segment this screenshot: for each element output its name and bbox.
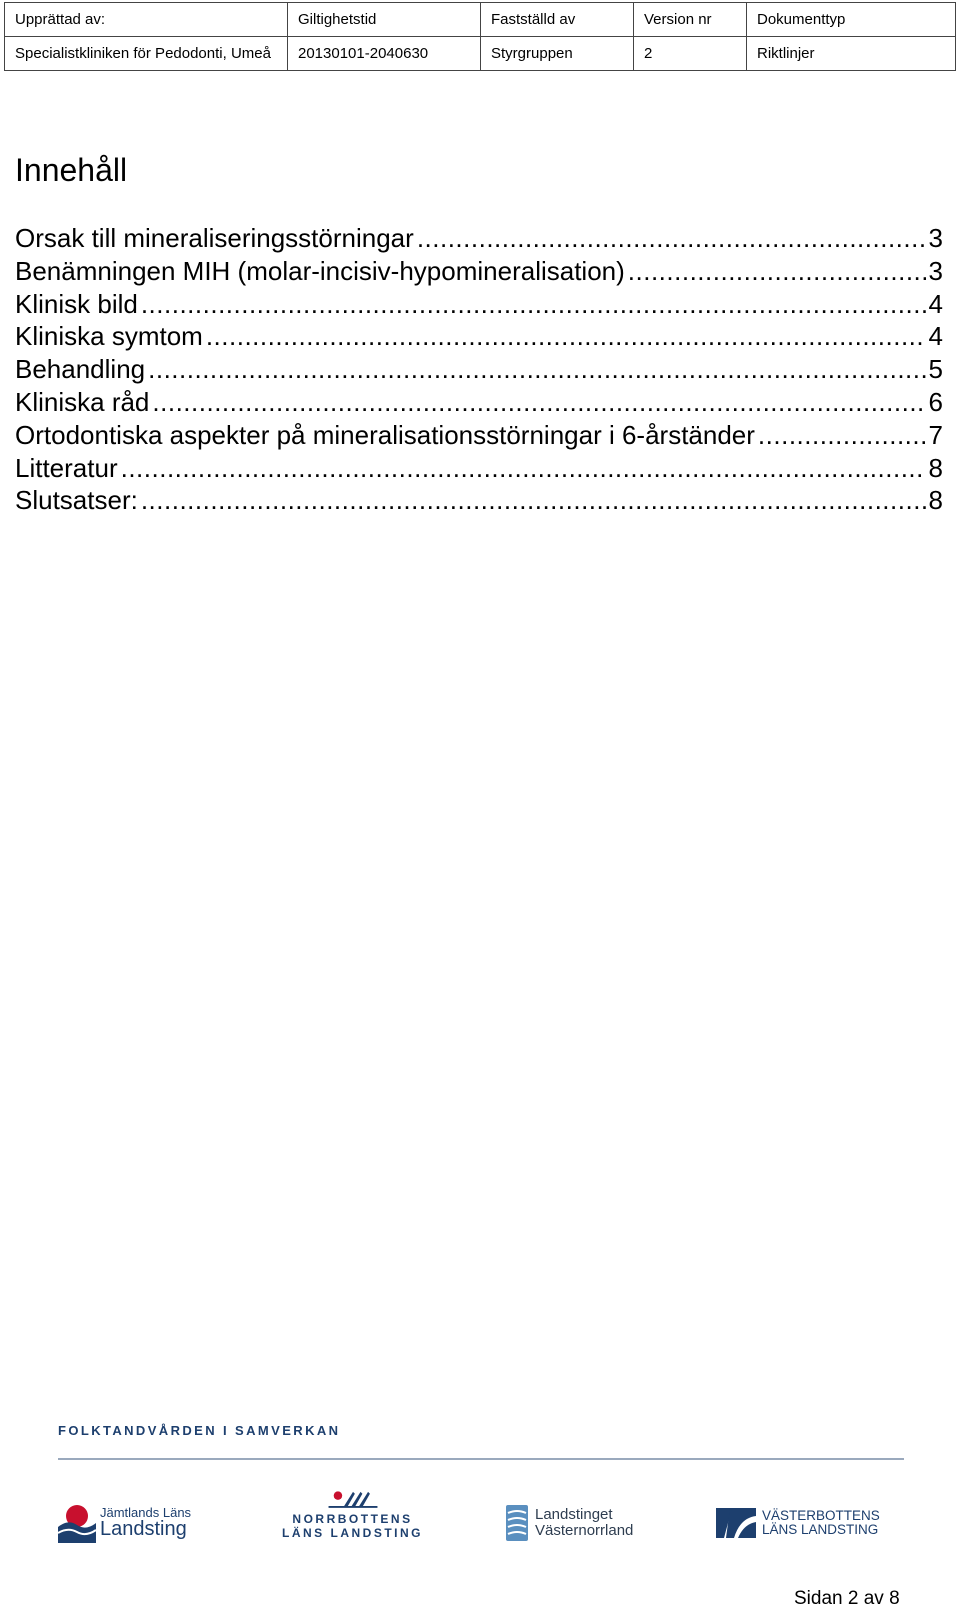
norrbotten-line1: NORRBOTTENS <box>292 1511 413 1526</box>
header-value-row <box>5 37 956 71</box>
norrbotten-emblem-icon <box>325 1490 381 1509</box>
page-number: Sidan 2 av 8 <box>794 1588 900 1609</box>
toc-leader <box>206 320 926 353</box>
vasternorrland-emblem-icon <box>506 1505 528 1541</box>
toc-entry-text[interactable]: Behandling <box>15 354 146 385</box>
logo-jamtland <box>58 1498 191 1548</box>
toc-leader <box>148 353 925 386</box>
toc-leader <box>152 386 925 419</box>
toc-entry-text[interactable]: Kliniska symtom <box>15 321 203 352</box>
toc-entry-text[interactable]: Orsak till mineraliseringsstörningar <box>15 223 414 253</box>
toc-entry-text[interactable]: Slutsatser: <box>15 485 138 516</box>
toc-entry-page[interactable]: 4 <box>928 288 943 319</box>
toc-entry[interactable] <box>15 255 943 288</box>
toc-entry-page[interactable]: 3 <box>928 223 943 253</box>
footer-tagline: FOLKTANDVÅRDEN I SAMVERKAN <box>58 1423 341 1438</box>
document-header-table <box>4 2 956 71</box>
toc-entry[interactable] <box>15 353 943 386</box>
header-label-doc-type: Dokumenttyp <box>747 3 956 37</box>
header-label-author: Upprättad av: <box>5 3 288 37</box>
toc-leader <box>141 484 926 517</box>
header-label-version: Version nr <box>634 3 747 37</box>
toc-list <box>15 222 943 517</box>
toc-entry-page[interactable]: 7 <box>928 419 943 450</box>
toc-entry[interactable] <box>15 452 943 485</box>
vasternorrland-name <box>535 1507 633 1539</box>
jamtland-name <box>100 1506 191 1541</box>
toc-entry-text[interactable]: Benämningen MIH (molar-incisiv-hypomineralisation) <box>15 255 625 286</box>
vasterbotten-line1: VÄSTERBOTTENS <box>762 1507 880 1523</box>
header-value-version: 2 <box>634 37 747 71</box>
vasterbotten-name <box>762 1509 880 1537</box>
toc-entry[interactable] <box>15 288 943 321</box>
toc-entry-page[interactable]: 6 <box>928 386 943 417</box>
jamtland-emblem-icon <box>58 1503 96 1543</box>
toc-leader <box>141 288 926 321</box>
toc-title: Innehåll <box>15 152 128 188</box>
toc-entry[interactable] <box>15 386 943 419</box>
toc-entry[interactable] <box>15 484 943 517</box>
toc-entry-text[interactable]: Ortodontiska aspekter på mineralisationsstörningar i 6-årständer <box>15 419 755 450</box>
toc-entry[interactable] <box>15 419 943 452</box>
logo-vasternorrland <box>506 1498 633 1548</box>
norrbotten-line2: LÄNS LANDSTING <box>282 1526 423 1541</box>
header-value-doc-type: Riktlinjer <box>747 37 956 71</box>
vasterbotten-line2: LÄNS LANDSTING <box>762 1522 879 1537</box>
toc-leader <box>758 419 926 452</box>
jamtland-line2: Landsting <box>100 1518 187 1541</box>
toc-entry-text[interactable]: Kliniska råd <box>15 386 150 417</box>
vasternorrland-line1: Landstinget <box>535 1506 613 1524</box>
header-value-author: Specialistkliniken för Pedodonti, Umeå <box>5 37 288 71</box>
header-value-validity: 20130101-2040630 <box>288 37 481 71</box>
header-label-row <box>5 3 956 37</box>
footer-divider <box>58 1458 904 1460</box>
toc-leader <box>417 222 926 255</box>
toc-leader <box>121 452 926 485</box>
logo-vasterbotten <box>716 1498 880 1548</box>
toc-entry-text[interactable]: Klinisk bild <box>15 288 138 319</box>
logo-norrbotten <box>282 1490 423 1540</box>
vasternorrland-line2: Västernorrland <box>535 1522 634 1539</box>
header-label-validity: Giltighetstid <box>288 3 481 37</box>
toc-entry-page[interactable]: 8 <box>928 485 943 516</box>
toc-entry-text[interactable]: Litteratur <box>15 452 118 483</box>
toc-entry-page[interactable]: 8 <box>928 452 943 483</box>
jamtland-line1: Jämtlands Läns <box>100 1504 192 1520</box>
vasterbotten-emblem-icon <box>716 1508 756 1538</box>
header-value-approved-by: Styrgruppen <box>481 37 634 71</box>
toc-entry-page[interactable]: 4 <box>928 321 943 352</box>
toc-entry-page[interactable]: 3 <box>928 255 943 286</box>
toc-entry-page[interactable]: 5 <box>928 354 943 385</box>
toc-entry[interactable] <box>15 222 943 255</box>
header-label-approved-by: Fastställd av <box>481 3 634 37</box>
toc-entry[interactable] <box>15 320 943 353</box>
toc-leader <box>628 255 926 288</box>
